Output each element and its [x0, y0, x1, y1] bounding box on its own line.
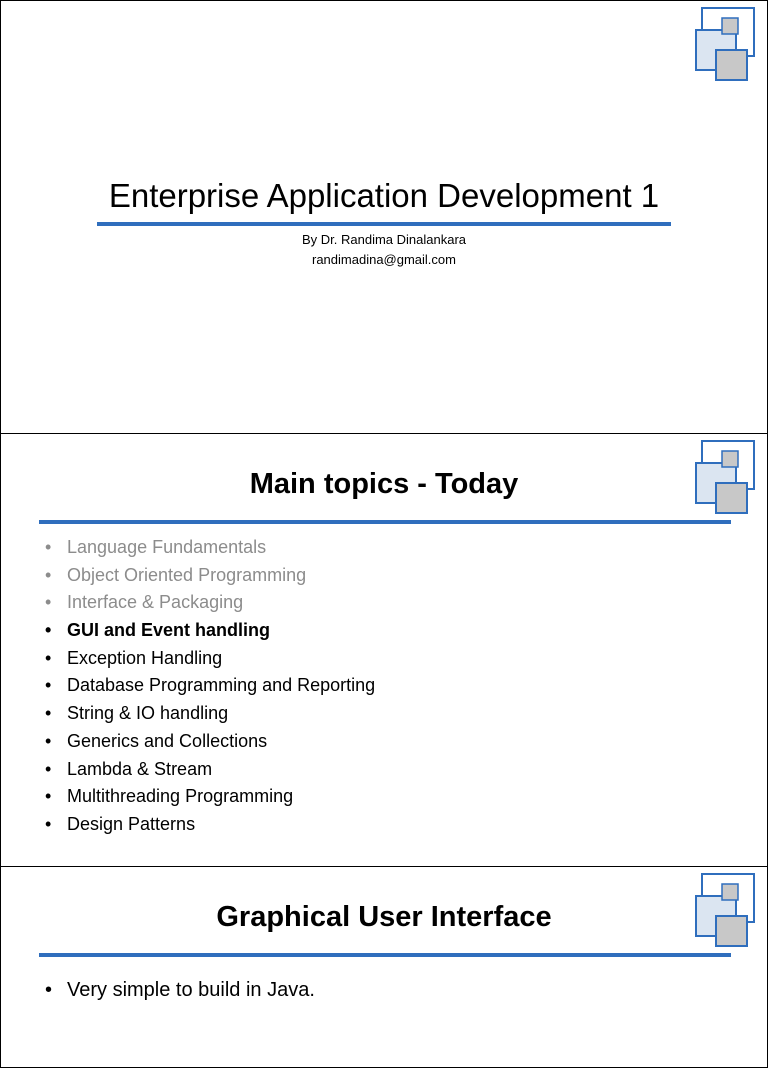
bullet-icon: • — [45, 813, 52, 834]
bullet-text: Very simple to build in Java. — [67, 979, 315, 1001]
list-item — [39, 617, 375, 645]
topic-label: Exception Handling — [67, 647, 223, 668]
list-item — [39, 562, 375, 590]
bullet-icon: • — [45, 786, 52, 807]
list-item — [39, 811, 375, 839]
title-underline — [97, 222, 671, 226]
topic-label: Design Patterns — [67, 813, 196, 834]
bullet-icon: • — [45, 647, 52, 668]
slide-heading: Main topics - Today — [249, 468, 519, 500]
list-item — [39, 645, 375, 673]
topic-label: GUI and Event handling — [67, 620, 271, 641]
slide-title — [0, 0, 768, 434]
bullet-icon: • — [45, 537, 52, 557]
list-item — [39, 672, 375, 700]
list-item — [39, 728, 375, 756]
topic-label: Object Oriented Programming — [67, 564, 307, 585]
list-item — [39, 979, 315, 1002]
slide-gui — [0, 866, 768, 1068]
bullet-icon: • — [45, 564, 52, 585]
list-item — [39, 700, 375, 728]
list-item — [39, 534, 375, 562]
topic-label: Multithreading Programming — [67, 786, 294, 807]
slide-heading: Graphical User Interface — [216, 901, 552, 933]
list-item — [39, 589, 375, 617]
heading-underline — [39, 520, 731, 524]
presentation-title: Enterprise Application Development 1 — [108, 177, 660, 214]
bullet-icon: • — [45, 675, 52, 696]
topics-list — [39, 534, 375, 839]
list-item — [39, 783, 375, 811]
topic-label: String & IO handling — [67, 703, 229, 724]
list-item — [39, 756, 375, 784]
bullet-icon: • — [45, 758, 52, 779]
bullet-icon: • — [45, 592, 52, 613]
topic-label: Language Fundamentals — [67, 537, 267, 557]
bullet-list — [39, 979, 315, 1002]
bullet-icon: • — [45, 620, 52, 641]
author-line: By Dr. Randima Dinalankara — [301, 232, 467, 247]
topic-label: Lambda & Stream — [67, 758, 213, 779]
topic-label: Database Programming and Reporting — [67, 675, 376, 696]
heading-underline — [39, 953, 731, 957]
bullet-icon: • — [45, 730, 52, 751]
squares-logo-icon — [695, 6, 761, 82]
bullet-icon: • — [45, 979, 53, 1001]
author-email: randimadina@gmail.com — [312, 252, 456, 267]
slide-main-topics — [0, 433, 768, 867]
bullet-icon: • — [45, 703, 52, 724]
topic-label: Generics and Collections — [67, 730, 268, 751]
topic-label: Interface & Packaging — [67, 592, 244, 613]
